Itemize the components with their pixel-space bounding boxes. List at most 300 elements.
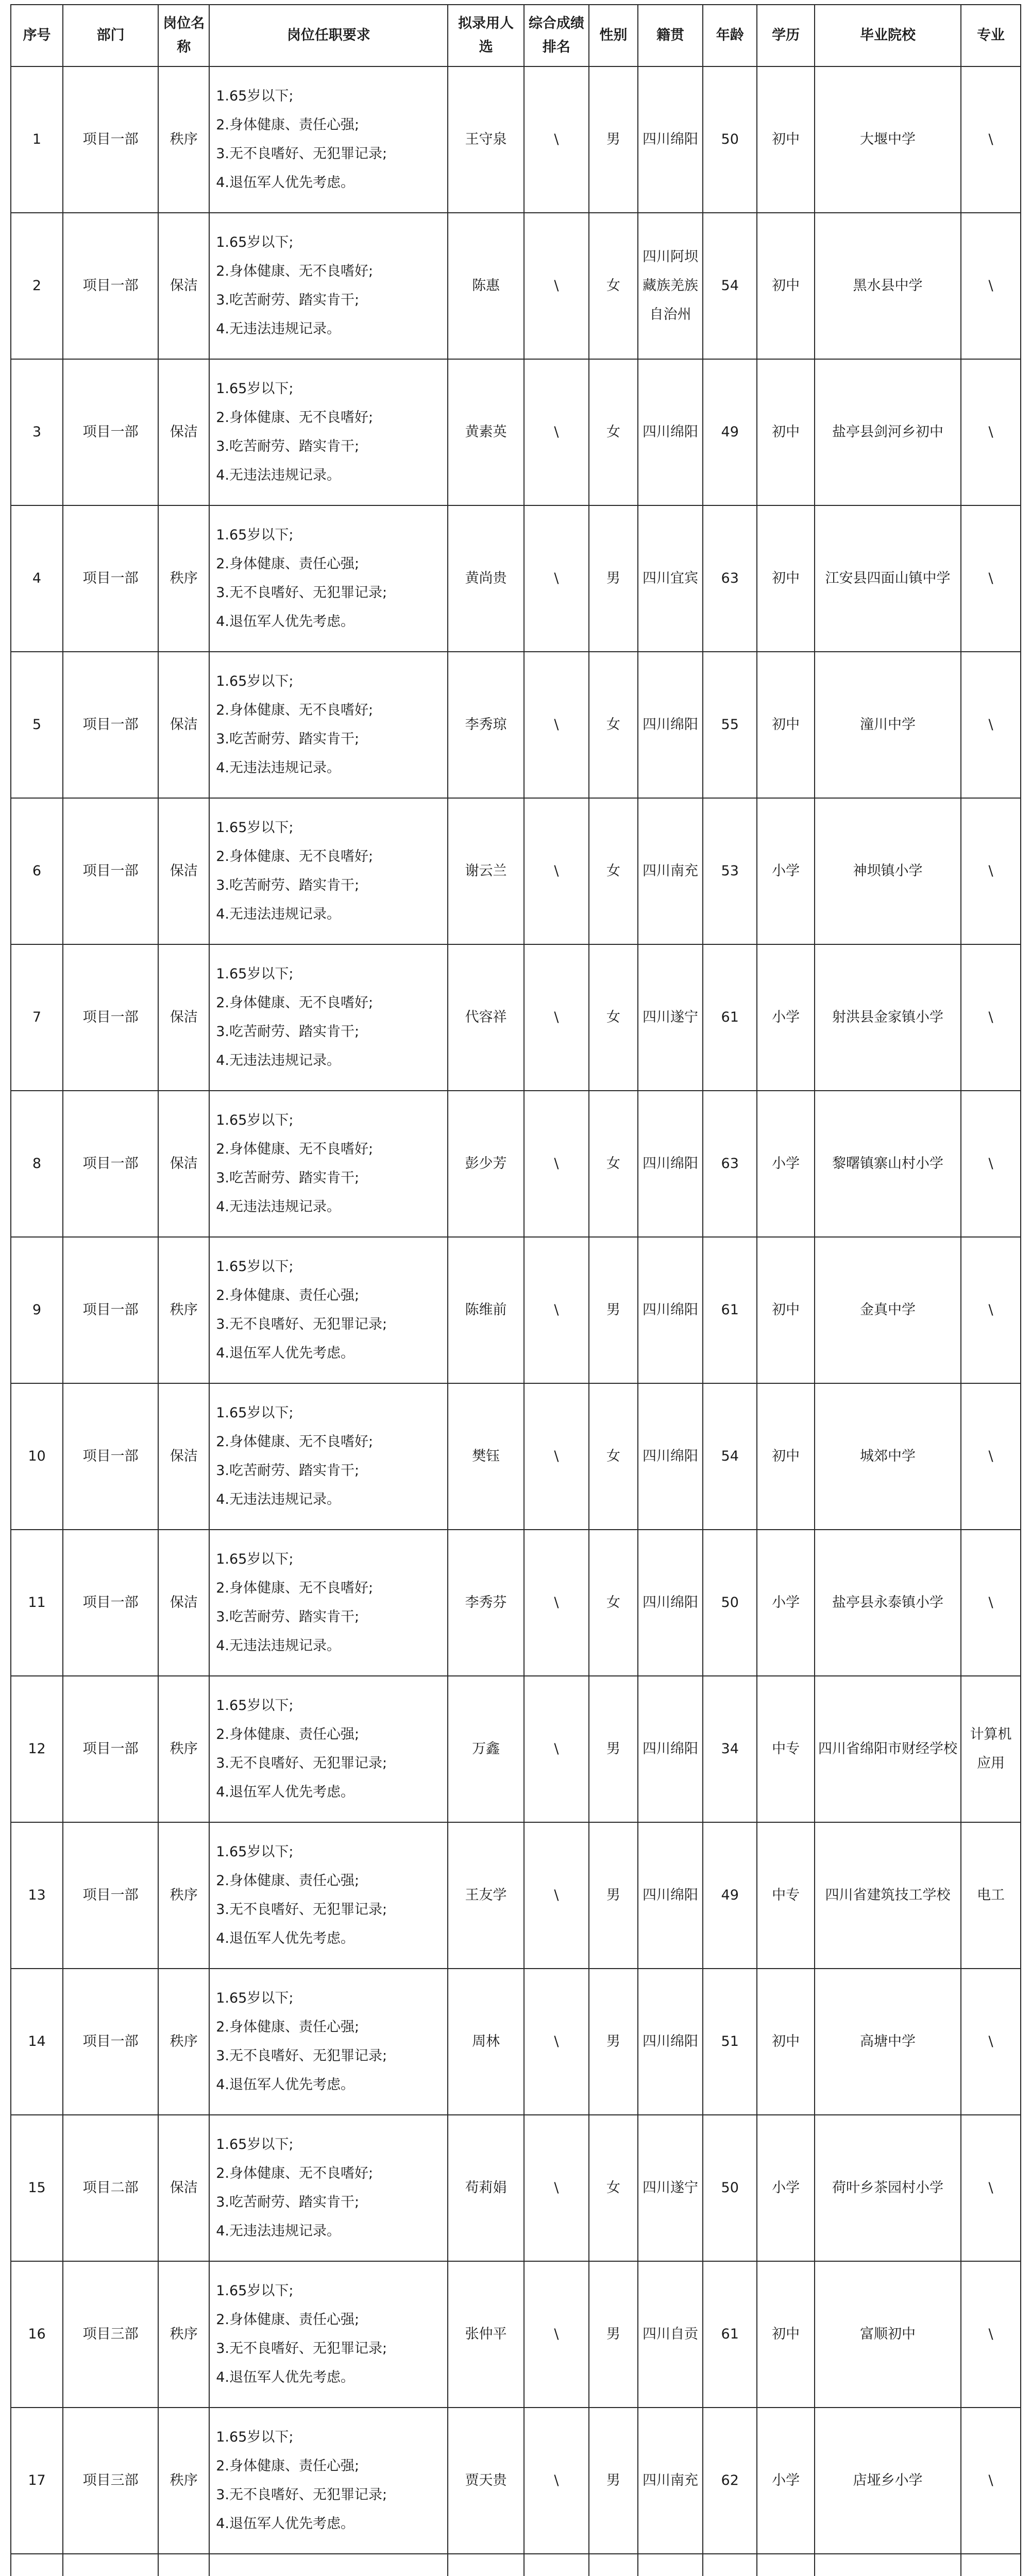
cell-gender: 女 [589, 652, 638, 798]
cell-dept: 项目一部 [63, 213, 158, 359]
requirement-line: 1.65岁以下; [216, 820, 294, 836]
cell-origin: 四川绵阳 [638, 1969, 703, 2115]
cell-rank: \ [524, 1676, 589, 1822]
cell-major: \ [961, 213, 1021, 359]
cell-gender: 女 [589, 1091, 638, 1237]
cell-no: 13 [11, 1822, 63, 1969]
cell-gender: 女 [589, 213, 638, 359]
cell-no: 1 [11, 66, 63, 213]
cell-dept: 项目一部 [63, 1237, 158, 1383]
cell-candidate: 黄素英 [448, 359, 523, 505]
table-row [11, 2554, 1021, 2576]
table-row [11, 1530, 1021, 1676]
requirement-line: 2.身体健康、责任心强; [216, 1726, 360, 1742]
requirement-line: 4.无违法违规记录。 [216, 467, 341, 483]
cell-requirements [209, 359, 448, 505]
cell-school: 店垭乡小学 [815, 2408, 961, 2554]
cell-gender: 男 [589, 1822, 638, 1969]
requirement-line: 2.身体健康、无不良嗜好; [216, 1580, 374, 1596]
table-body [11, 66, 1021, 2576]
cell-rank: \ [524, 1969, 589, 2115]
requirement-line: 1.65岁以下; [216, 234, 294, 250]
cell-post: 秩序 [158, 1969, 209, 2115]
cell-dept: 项目一部 [63, 944, 158, 1091]
requirement-line: 3.无不良嗜好、无犯罪记录; [216, 1755, 387, 1771]
cell-no: 10 [11, 1383, 63, 1530]
requirement-line: 1.65岁以下; [216, 381, 294, 397]
col-header-no: 序号 [11, 5, 63, 66]
cell-gender: 男 [589, 66, 638, 213]
cell-candidate: 张仲平 [448, 2261, 523, 2408]
cell-education: 小学 [757, 798, 815, 944]
cell-post: 秩序 [158, 66, 209, 213]
requirement-line: 2.身体健康、无不良嗜好; [216, 263, 374, 279]
table-row [11, 66, 1021, 213]
requirement-line: 3.无不良嗜好、无犯罪记录; [216, 2341, 387, 2357]
table-row [11, 505, 1021, 652]
requirement-line: 1.65岁以下; [216, 2283, 294, 2299]
cell-age: 50 [703, 66, 757, 213]
cell-major: \ [961, 66, 1021, 213]
cell-dept: 项目一部 [63, 652, 158, 798]
requirement-line: 2.身体健康、无不良嗜好; [216, 1434, 374, 1450]
cell-major: \ [961, 1237, 1021, 1383]
cell-age: 61 [703, 944, 757, 1091]
cell-education: 初中 [757, 359, 815, 505]
cell-origin: 四川南充 [638, 2408, 703, 2554]
cell-dept: 项目二部 [63, 2115, 158, 2261]
requirement-line: 1.65岁以下; [216, 1405, 294, 1421]
col-header-major: 专业 [961, 5, 1021, 66]
cell-rank: \ [524, 213, 589, 359]
cell-candidate: 周林 [448, 1969, 523, 2115]
cell-no: 4 [11, 505, 63, 652]
cell-origin [638, 2554, 703, 2576]
cell-education: 初中 [757, 652, 815, 798]
requirement-line: 4.退伍军人优先考虑。 [216, 1784, 354, 1800]
cell-candidate: 万鑫 [448, 1676, 523, 1822]
cell-dept: 项目一部 [63, 1530, 158, 1676]
cell-candidate: 王友学 [448, 1822, 523, 1969]
cell-no [11, 2554, 63, 2576]
cell-requirements [209, 1237, 448, 1383]
cell-school: 四川省建筑技工学校 [815, 1822, 961, 1969]
cell-school: 富顺初中 [815, 2261, 961, 2408]
cell-candidate: 苟莉娟 [448, 2115, 523, 2261]
cell-requirements [209, 2408, 448, 2554]
cell-gender: 女 [589, 2115, 638, 2261]
col-header-post: 岗位名称 [158, 5, 209, 66]
cell-age: 61 [703, 2261, 757, 2408]
cell-education: 初中 [757, 505, 815, 652]
requirement-line: 2.身体健康、无不良嗜好; [216, 702, 374, 718]
cell-gender: 男 [589, 1237, 638, 1383]
requirement-line: 3.吃苦耐劳、踏实肯干; [216, 1024, 360, 1040]
cell-origin: 四川绵阳 [638, 1676, 703, 1822]
requirement-line: 4.退伍军人优先考虑。 [216, 2077, 354, 2093]
cell-dept: 项目一部 [63, 66, 158, 213]
cell-requirements [209, 798, 448, 944]
cell-candidate: 王守泉 [448, 66, 523, 213]
cell-candidate [448, 2554, 523, 2576]
cell-gender: 女 [589, 1530, 638, 1676]
cell-requirements [209, 2261, 448, 2408]
table-row [11, 359, 1021, 505]
cell-school: 金真中学 [815, 1237, 961, 1383]
cell-major: 电工 [961, 1822, 1021, 1969]
cell-no: 5 [11, 652, 63, 798]
cell-education: 初中 [757, 66, 815, 213]
cell-rank: \ [524, 652, 589, 798]
col-header-gender: 性别 [589, 5, 638, 66]
requirement-line [216, 2569, 444, 2576]
cell-post: 秩序 [158, 1237, 209, 1383]
requirement-line: 3.吃苦耐劳、踏实肯干; [216, 731, 360, 747]
cell-origin: 四川南充 [638, 798, 703, 944]
cell-education: 小学 [757, 1530, 815, 1676]
cell-origin: 四川绵阳 [638, 652, 703, 798]
cell-requirements [209, 1822, 448, 1969]
cell-requirements [209, 1530, 448, 1676]
requirement-line: 4.退伍军人优先考虑。 [216, 2516, 354, 2532]
cell-no: 2 [11, 213, 63, 359]
table-row [11, 2261, 1021, 2408]
table-row [11, 1383, 1021, 1530]
cell-requirements [209, 1383, 448, 1530]
requirement-line: 3.吃苦耐劳、踏实肯干; [216, 1609, 360, 1625]
requirement-line: 3.无不良嗜好、无犯罪记录; [216, 146, 387, 162]
cell-candidate: 贾天贵 [448, 2408, 523, 2554]
requirement-line: 1.65岁以下; [216, 2429, 294, 2445]
requirement-line: 1.65岁以下; [216, 966, 294, 982]
cell-candidate: 李秀琼 [448, 652, 523, 798]
cell-origin: 四川绵阳 [638, 1237, 703, 1383]
cell-candidate: 谢云兰 [448, 798, 523, 944]
table-row [11, 2115, 1021, 2261]
cell-requirements [209, 2554, 448, 2576]
cell-rank: \ [524, 359, 589, 505]
table-row [11, 1091, 1021, 1237]
requirement-line: 4.无违法违规记录。 [216, 1053, 341, 1069]
col-header-dept: 部门 [63, 5, 158, 66]
cell-school: 盐亭县永泰镇小学 [815, 1530, 961, 1676]
table-row [11, 652, 1021, 798]
cell-origin: 四川绵阳 [638, 1091, 703, 1237]
requirement-line: 4.无违法违规记录。 [216, 906, 341, 922]
cell-major: \ [961, 2408, 1021, 2554]
cell-candidate: 樊钰 [448, 1383, 523, 1530]
requirement-line: 2.身体健康、责任心强; [216, 2458, 360, 2474]
cell-no: 14 [11, 1969, 63, 2115]
cell-candidate: 陈维前 [448, 1237, 523, 1383]
table-row [11, 1676, 1021, 1822]
requirement-line: 3.无不良嗜好、无犯罪记录; [216, 585, 387, 601]
requirement-line: 2.身体健康、责任心强; [216, 2019, 360, 2035]
cell-school: 四川省绵阳市财经学校 [815, 1676, 961, 1822]
cell-school: 神坝镇小学 [815, 798, 961, 944]
col-header-requirements: 岗位任职要求 [209, 5, 448, 66]
requirement-line: 4.无违法违规记录。 [216, 2223, 341, 2239]
cell-dept: 项目一部 [63, 798, 158, 944]
cell-education: 小学 [757, 944, 815, 1091]
cell-rank: \ [524, 1091, 589, 1237]
cell-major: \ [961, 2115, 1021, 2261]
cell-no: 8 [11, 1091, 63, 1237]
cell-post [158, 2554, 209, 2576]
cell-school: 射洪县金家镇小学 [815, 944, 961, 1091]
cell-gender: 女 [589, 944, 638, 1091]
cell-gender: 男 [589, 2261, 638, 2408]
requirement-line: 3.吃苦耐劳、踏实肯干; [216, 877, 360, 893]
cell-candidate: 代容祥 [448, 944, 523, 1091]
col-header-education: 学历 [757, 5, 815, 66]
requirement-line: 1.65岁以下; [216, 88, 294, 104]
cell-gender: 女 [589, 798, 638, 944]
requirement-line: 1.65岁以下; [216, 1112, 294, 1128]
table-row [11, 1237, 1021, 1383]
cell-no: 9 [11, 1237, 63, 1383]
requirement-line: 1.65岁以下; [216, 673, 294, 689]
table-row [11, 798, 1021, 944]
cell-gender: 男 [589, 1676, 638, 1822]
cell-requirements [209, 66, 448, 213]
header-row [11, 5, 1021, 66]
cell-school: 高塘中学 [815, 1969, 961, 2115]
table-row [11, 1822, 1021, 1969]
cell-school [815, 2554, 961, 2576]
cell-no: 15 [11, 2115, 63, 2261]
cell-school: 江安县四面山镇中学 [815, 505, 961, 652]
cell-candidate: 李秀芬 [448, 1530, 523, 1676]
col-header-origin: 籍贯 [638, 5, 703, 66]
cell-age: 63 [703, 505, 757, 652]
cell-dept: 项目一部 [63, 1091, 158, 1237]
cell-requirements [209, 2115, 448, 2261]
cell-rank: \ [524, 2115, 589, 2261]
cell-post: 秩序 [158, 1822, 209, 1969]
cell-major: 计算机应用 [961, 1676, 1021, 1822]
cell-age: 49 [703, 1822, 757, 1969]
requirement-line: 1.65岁以下; [216, 2137, 294, 2153]
cell-age: 51 [703, 1969, 757, 2115]
candidate-table [10, 4, 1021, 2576]
requirement-line: 4.退伍军人优先考虑。 [216, 1930, 354, 1946]
cell-rank: \ [524, 2408, 589, 2554]
cell-no: 17 [11, 2408, 63, 2554]
requirement-line: 2.身体健康、责任心强; [216, 556, 360, 572]
cell-origin: 四川绵阳 [638, 1530, 703, 1676]
cell-post: 保洁 [158, 652, 209, 798]
cell-major: \ [961, 944, 1021, 1091]
cell-origin: 四川绵阳 [638, 1383, 703, 1530]
cell-education: 小学 [757, 2408, 815, 2554]
cell-rank: \ [524, 1237, 589, 1383]
cell-dept [63, 2554, 158, 2576]
requirement-line: 4.无违法违规记录。 [216, 760, 341, 776]
requirement-line: 3.无不良嗜好、无犯罪记录; [216, 2487, 387, 2503]
cell-post: 保洁 [158, 944, 209, 1091]
cell-age [703, 2554, 757, 2576]
cell-dept: 项目一部 [63, 1383, 158, 1530]
requirement-line: 2.身体健康、无不良嗜好; [216, 410, 374, 426]
requirement-line: 3.吃苦耐劳、踏实肯干; [216, 292, 360, 308]
cell-requirements [209, 944, 448, 1091]
cell-post: 保洁 [158, 1383, 209, 1530]
cell-rank: \ [524, 1383, 589, 1530]
cell-rank: \ [524, 2261, 589, 2408]
cell-major [961, 2554, 1021, 2576]
col-header-candidate: 拟录用人选 [448, 5, 523, 66]
table-header [11, 5, 1021, 66]
table-row [11, 213, 1021, 359]
cell-post: 秩序 [158, 2408, 209, 2554]
requirement-line: 1.65岁以下; [216, 1259, 294, 1275]
requirement-line: 1.65岁以下; [216, 1698, 294, 1714]
cell-education: 中专 [757, 1676, 815, 1822]
cell-post: 保洁 [158, 359, 209, 505]
cell-requirements [209, 1676, 448, 1822]
cell-dept: 项目一部 [63, 1969, 158, 2115]
col-header-school: 毕业院校 [815, 5, 961, 66]
cell-school: 潼川中学 [815, 652, 961, 798]
cell-major: \ [961, 798, 1021, 944]
cell-requirements [209, 213, 448, 359]
cell-school: 黑水县中学 [815, 213, 961, 359]
cell-requirements [209, 652, 448, 798]
requirement-line: 1.65岁以下; [216, 1844, 294, 1860]
cell-rank: \ [524, 1822, 589, 1969]
cell-school: 城郊中学 [815, 1383, 961, 1530]
cell-post: 保洁 [158, 798, 209, 944]
cell-candidate: 黄尚贵 [448, 505, 523, 652]
requirement-line: 4.退伍军人优先考虑。 [216, 2369, 354, 2385]
cell-post: 秩序 [158, 505, 209, 652]
cell-major: \ [961, 359, 1021, 505]
cell-rank: \ [524, 66, 589, 213]
cell-dept: 项目三部 [63, 2261, 158, 2408]
cell-origin: 四川宜宾 [638, 505, 703, 652]
cell-gender: 男 [589, 1969, 638, 2115]
requirement-line: 3.吃苦耐劳、踏实肯干; [216, 438, 360, 454]
table-row [11, 1969, 1021, 2115]
cell-education: 小学 [757, 2115, 815, 2261]
cell-education: 中专 [757, 1822, 815, 1969]
requirement-line: 2.身体健康、无不良嗜好; [216, 2165, 374, 2181]
table-row [11, 944, 1021, 1091]
col-header-age: 年龄 [703, 5, 757, 66]
cell-education: 初中 [757, 213, 815, 359]
cell-origin: 四川遂宁 [638, 944, 703, 1091]
cell-no: 16 [11, 2261, 63, 2408]
cell-rank: \ [524, 944, 589, 1091]
requirement-line: 2.身体健康、责任心强; [216, 117, 360, 133]
cell-gender: 男 [589, 505, 638, 652]
requirement-line: 3.吃苦耐劳、踏实肯干; [216, 1170, 360, 1186]
cell-education: 小学 [757, 1091, 815, 1237]
cell-major: \ [961, 1091, 1021, 1237]
cell-education [757, 2554, 815, 2576]
cell-post: 秩序 [158, 1676, 209, 1822]
cell-education: 初中 [757, 1969, 815, 2115]
cell-gender [589, 2554, 638, 2576]
cell-education: 初中 [757, 1237, 815, 1383]
cell-education: 初中 [757, 1383, 815, 1530]
cell-age: 34 [703, 1676, 757, 1822]
cell-no: 3 [11, 359, 63, 505]
cell-education: 初中 [757, 2261, 815, 2408]
cell-origin: 四川自贡 [638, 2261, 703, 2408]
cell-gender: 男 [589, 2408, 638, 2554]
col-header-rank: 综合成绩排名 [524, 5, 589, 66]
cell-school: 黎曙镇寨山村小学 [815, 1091, 961, 1237]
cell-rank: \ [524, 505, 589, 652]
requirement-line: 4.无违法违规记录。 [216, 321, 341, 337]
cell-origin: 四川绵阳 [638, 359, 703, 505]
cell-school: 荷叶乡茶园村小学 [815, 2115, 961, 2261]
cell-age: 53 [703, 798, 757, 944]
cell-dept: 项目一部 [63, 359, 158, 505]
cell-age: 61 [703, 1237, 757, 1383]
cell-major: \ [961, 1383, 1021, 1530]
cell-major: \ [961, 652, 1021, 798]
requirement-line: 2.身体健康、责任心强; [216, 1287, 360, 1303]
cell-post: 保洁 [158, 1091, 209, 1237]
requirement-line: 4.退伍军人优先考虑。 [216, 175, 354, 191]
cell-origin: 四川阿坝藏族羌族自治州 [638, 213, 703, 359]
cell-post: 保洁 [158, 213, 209, 359]
cell-origin: 四川绵阳 [638, 1822, 703, 1969]
cell-candidate: 彭少芳 [448, 1091, 523, 1237]
cell-age: 50 [703, 2115, 757, 2261]
requirement-line: 3.无不良嗜好、无犯罪记录; [216, 2048, 387, 2064]
requirement-line: 2.身体健康、无不良嗜好; [216, 849, 374, 865]
requirement-line: 4.无违法违规记录。 [216, 1638, 341, 1654]
cell-no: 11 [11, 1530, 63, 1676]
cell-gender: 女 [589, 1383, 638, 1530]
cell-post: 保洁 [158, 2115, 209, 2261]
requirement-line: 4.退伍军人优先考虑。 [216, 614, 354, 630]
cell-post: 秩序 [158, 2261, 209, 2408]
requirement-line: 2.身体健康、无不良嗜好; [216, 1141, 374, 1157]
requirement-line: 2.身体健康、责任心强; [216, 1873, 360, 1889]
cell-age: 54 [703, 1383, 757, 1530]
cell-candidate: 陈惠 [448, 213, 523, 359]
requirement-line: 2.身体健康、责任心强; [216, 2312, 360, 2328]
cell-dept: 项目一部 [63, 505, 158, 652]
requirement-line: 3.吃苦耐劳、踏实肯干; [216, 1463, 360, 1479]
cell-dept: 项目三部 [63, 2408, 158, 2554]
cell-major: \ [961, 1969, 1021, 2115]
cell-school: 大堰中学 [815, 66, 961, 213]
cell-requirements [209, 1091, 448, 1237]
requirement-line: 2.身体健康、无不良嗜好; [216, 995, 374, 1011]
cell-major: \ [961, 1530, 1021, 1676]
cell-age: 54 [703, 213, 757, 359]
cell-age: 49 [703, 359, 757, 505]
cell-rank: \ [524, 1530, 589, 1676]
cell-post: 保洁 [158, 1530, 209, 1676]
requirement-line: 1.65岁以下; [216, 1990, 294, 2006]
cell-no: 6 [11, 798, 63, 944]
requirement-line: 4.无违法违规记录。 [216, 1199, 341, 1215]
cell-requirements [209, 505, 448, 652]
cell-no: 12 [11, 1676, 63, 1822]
cell-origin: 四川遂宁 [638, 2115, 703, 2261]
requirement-line: 4.退伍军人优先考虑。 [216, 1345, 354, 1361]
cell-rank: \ [524, 798, 589, 944]
cell-major: \ [961, 2261, 1021, 2408]
cell-age: 63 [703, 1091, 757, 1237]
